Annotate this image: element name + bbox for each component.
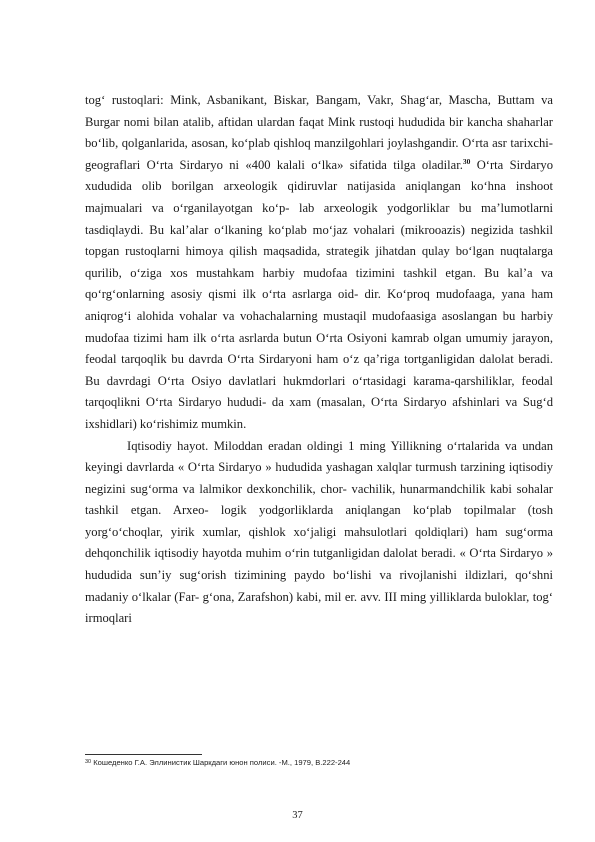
body-text bbox=[85, 90, 553, 630]
footnote-text: Кошеденко Г.А. Эллинистик Шаркдаги юнон полиси. -М., 1979, В.222-244 bbox=[91, 758, 351, 767]
footnote bbox=[85, 757, 553, 768]
footnote-reference: 30 bbox=[462, 156, 471, 166]
paragraph bbox=[85, 90, 553, 436]
page-number: 37 bbox=[292, 810, 303, 821]
paragraph-text: O‘rta Sirdaryo xududida olib borilgan arxeologik qidiruvlar natijasida aniqlangan ko‘hna inshoot majmualari va o‘rganilayotgan ko‘p- lab arxeologik yodgorliklar bu ma’lumotlarni tasdiqlaydi. Bu kal’alar o‘lkaning ko‘plab mo‘jaz vohalari (mikrooazis) negizida tashkil topgan rustoqlarni himoya qilish maqsadida, strategik jihatdan qulay bo‘lgan nuqtalarga qurilib, o‘ziga xos mustahkam harbiy mudofaa tizimini tashkil etgan. Bu kal’a va qo‘rg‘onlarning asosiy qismi ilk o‘rta asrlarga oid- dir. Ko‘proq mudofaaga, yana ham aniqrog‘i alohida vohalar va vohachalarning mustaqil mudofaasiga asoslangan bu harbiy mudofaa tizimi ham ilk o‘rta asrlarda butun O‘rta Osiyoni kamrab olgan umumiy jarayon, feodal tarqoqlik bu davrda O‘rta Sirdaryoni ham o‘z qa’riga tortganligidan dalolat beradi. Bu davrdagi O‘rta Osiyo davlatlari hukmdorlari o‘rtasidagi karama-qarshiliklar, feodal tarqoqlikni O‘rta Sirdaryo hududi- da xam (masalan, O‘rta Sirdaryo afshinlari va Sug‘d ixshidlari) ko‘rishimiz mumkin. bbox=[85, 157, 553, 431]
footnote-number: 30 bbox=[85, 759, 92, 765]
paragraph-text: tog‘ rustoqlari: Mink, Asbanikant, Biskar, Bangam, Vakr, Shag‘ar, Mascha, Buttam va Burgar nomi bilan atalib, aftidan ulardan faqat Mink rustoqi hududida bir kancha shaharlar bo‘lib, qolganlarida, asosan, ko‘plab qishloq manzilgohlari joylashgandir. O‘rta asr tarixchi-geograflari O‘rta Sirdaryo ni «400 kalali o‘lka» sifatida tilga oladilar. bbox=[85, 93, 553, 172]
footnote-divider bbox=[85, 754, 202, 755]
paragraph: Iqtisodiy hayot. Miloddan eradan oldingi 1 ming Yillikning o‘rtalarida va undan keyingi davrlarda « O‘rta Sirdaryo » hududida yashagan xalqlar turmush tarzining iqtisodiy negizini sug‘orma va lalmikor dexkonchilik, chor- vachilik, hunarmandchilik kabi sohalar tashkil etgan. Arxeo- logik yodgorliklarda aniqlangan ko‘plab topilmalar (tosh yorg‘o‘choqlar, yirik xumlar, qishlok xo‘jaligi mahsulotlari qoldiqlari) ham sug‘orma dehqonchilik iqtisodiy hayotda muhim o‘rin tutganligidan dalolat beradi. « O‘rta Sirdaryo » hududida sun’iy sug‘orish tizimining paydo bo‘lishi va rivojlanishi ildizlari, qo‘shni madaniy o‘lkalar (Far- g‘ona, Zarafshon) kabi, mil er. avv. III ming yilliklarda buloklar, tog‘ irmoqlari bbox=[85, 438, 553, 626]
